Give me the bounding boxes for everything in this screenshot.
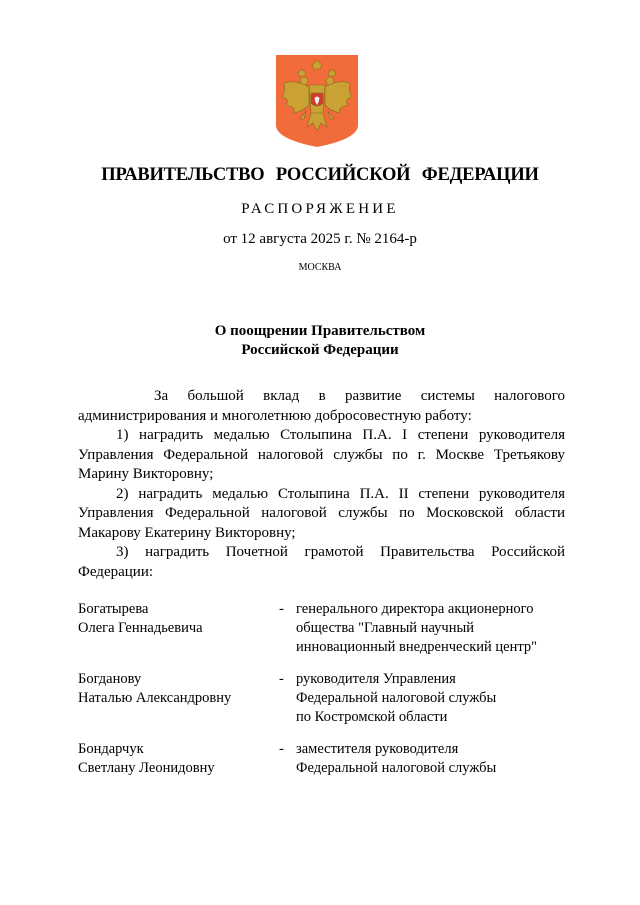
item-2-line: Управления Федеральной налоговой службы по Московской области xyxy=(78,505,565,521)
awardee-row xyxy=(78,740,565,806)
awardee-row xyxy=(78,670,565,736)
awardee-surname: Богданову xyxy=(78,671,142,687)
awardee-position xyxy=(296,670,566,727)
item-1-line: 1) наградить медалью Столыпина П.А. I степени руководителя xyxy=(116,427,565,443)
intro-paragraph xyxy=(78,387,565,426)
intro-line: администрирования и многолетнюю добросовестную работу: xyxy=(78,407,472,424)
item-2-paragraph xyxy=(78,485,565,544)
awardee-dash: - xyxy=(279,601,284,617)
position-line: инновационный внедренческий центр" xyxy=(296,639,538,655)
position-line: Федеральной налоговой службы xyxy=(296,690,497,706)
awardee-given-names: Наталью Александровну xyxy=(78,690,232,706)
title-line-1: О поощрении Правительством xyxy=(214,323,426,339)
awardee-position xyxy=(296,600,566,657)
item-3-line: 3) наградить Почетной грамотой Правительства Российской xyxy=(116,544,565,560)
position-line: генерального директора акционерного xyxy=(296,601,534,617)
item-1-line: Управления Федеральной налоговой службы по г. Москве Третьякову xyxy=(78,446,565,463)
awardee-position xyxy=(296,740,566,778)
title-line-2: Российской Федерации xyxy=(241,342,399,358)
position-line: заместителя руководителя xyxy=(296,741,459,757)
position-line: Федеральной налоговой службы xyxy=(296,760,497,776)
item-3-line: Федерации: xyxy=(78,563,154,580)
awardee-dash: - xyxy=(279,671,284,687)
awardee-name xyxy=(78,740,268,778)
awardee-name xyxy=(78,600,268,638)
awardee-name xyxy=(78,670,268,708)
awardee-surname: Богатырева xyxy=(78,601,149,617)
document-date-number: от 12 августа 2025 г. № 2164-р xyxy=(223,231,417,247)
double-headed-eagle-icon xyxy=(276,55,358,147)
awardees-list xyxy=(78,600,565,806)
awardee-dash: - xyxy=(279,741,284,757)
intro-line: За большой вклад в развитие системы налогового xyxy=(154,388,565,404)
item-1-paragraph xyxy=(78,426,565,485)
document-body xyxy=(78,387,565,582)
position-line: по Костромской области xyxy=(296,709,448,725)
item-2-line: 2) наградить медалью Столыпина П.А. II степени руководителя xyxy=(116,485,565,502)
document-city: МОСКВА xyxy=(298,262,342,273)
issuing-authority: ПРАВИТЕЛЬСТВО РОССИЙСКОЙ ФЕДЕРАЦИИ xyxy=(101,165,539,185)
awardee-surname: Бондарчук xyxy=(78,741,144,757)
position-line: руководителя Управления xyxy=(296,671,456,687)
item-3-paragraph xyxy=(78,543,565,582)
item-1-line: Марину Викторовну; xyxy=(78,466,214,482)
position-line: общества "Главный научный xyxy=(296,620,474,636)
awardee-given-names: Светлану Леонидовну xyxy=(78,760,215,776)
awardee-row xyxy=(78,600,565,666)
coat-of-arms-emblem xyxy=(276,55,358,147)
item-2-line: Макарову Екатерину Викторовну; xyxy=(78,524,296,541)
document-title xyxy=(0,322,640,360)
document-type: РАСПОРЯЖЕНИЕ xyxy=(241,201,399,217)
awardee-given-names: Олега Геннадьевича xyxy=(78,620,203,636)
